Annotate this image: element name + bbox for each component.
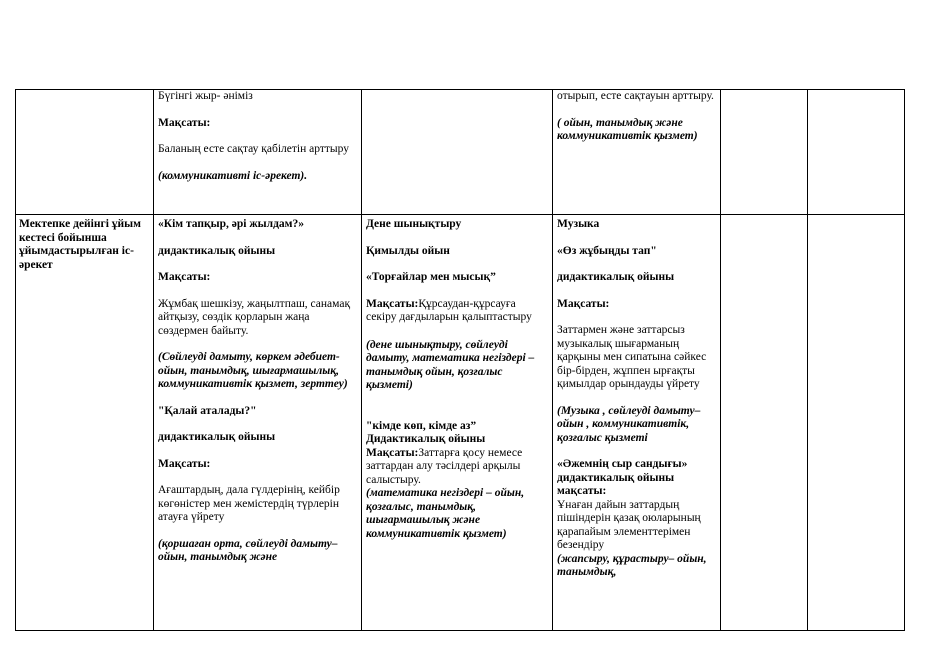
goal-text: Баланың есте сақтау қабілетін арттыру — [158, 143, 349, 155]
game2-goal-text: Ағаштардың, дала гүлдерінің, кейбір көгөністер мен жемістердің түрлерін атауға үйрету — [158, 484, 340, 523]
song-line: Бүгінгі жыр- әніміз — [158, 90, 253, 102]
row2-col2-cell — [158, 218, 358, 629]
col-divider — [552, 89, 553, 631]
game2-type: дидактикалық ойыны — [158, 431, 276, 443]
game2-goal-label: мақсаты: — [557, 485, 607, 497]
game1-type: дидактикалық ойыны — [557, 271, 675, 283]
goal-label: Мақсаты: — [158, 116, 211, 129]
game2-title: "кімде көп, кімде аз” — [366, 419, 477, 432]
col-divider — [807, 89, 808, 631]
col-divider — [153, 89, 154, 631]
game2-goal-text: Заттарға қосу немесе заттардан алу тәсілдері арқылы салыстыру. — [366, 446, 523, 486]
game1-goal-label: Мақсаты: — [557, 297, 610, 310]
col-divider — [720, 89, 721, 631]
game1-title: «Торғайлар мен мысық” — [366, 271, 496, 283]
row1-col4-cell — [557, 90, 717, 212]
game2-goal-label: Мақсаты: — [366, 446, 419, 459]
game1-goal-text: Жұмбақ шешкізу, жаңылтпаш, санамақ айтқызу, сөздік қорларын жаңа сөздермен байыту. — [158, 297, 351, 337]
table-border-bottom — [15, 630, 905, 631]
game1-goal-text: Заттармен және заттарсыз музыкалық шығарманың қарқыны мен сипатына сәйкес бір-бірден, жұппен ырғақты қимылдар орындауды үйрету — [557, 324, 707, 390]
continued-text: отырып, есте сақтауын арттыру. — [557, 90, 714, 102]
subject-title: Музыка — [557, 218, 600, 230]
game2-activity: (қоршаған орта, сөйлеуді дамыту– ойын, танымдық және — [158, 537, 338, 563]
schedule-table — [15, 89, 905, 631]
game1-activity: (дене шынықтыру, сөйлеуді дамыту, математика негіздері – танымдық ойын, қозғалыс қызметі) — [366, 338, 535, 391]
game1-title: «Кім тапқыр, әрі жылдам?» — [158, 218, 304, 230]
activity-note: (коммуникативті іс-әрекет). — [158, 169, 308, 182]
row2-col3-cell — [366, 218, 549, 629]
game-kind: Қимылды ойын — [366, 244, 450, 257]
col-divider — [904, 89, 905, 631]
col-divider — [15, 89, 16, 631]
game2-type: дидактикалық ойыны — [557, 471, 675, 484]
game2-type: Дидактикалық ойыны — [366, 433, 486, 445]
game1-title: «Өз жұбыңды тап" — [557, 244, 657, 257]
game2-goal-text: Ұнаған дайын заттардың пішіндерін қазақ оюларының қарапайым элементтерімен безендіру — [557, 498, 701, 551]
game1-activity: (Музыка , сөйлеуді дамыту– ойын , коммуникативтік, қозғалыс қызметі — [557, 404, 701, 444]
game1-goal-label: Мақсаты: — [366, 297, 419, 310]
table-border-top — [15, 89, 905, 90]
game2-title: «Әжемнің сыр сандығы» — [557, 458, 688, 470]
game1-goal-text: Құрсаудан-құрсауға секіру дағдыларын қалыптастыру — [366, 297, 532, 323]
game2-activity: (жапсыру, құрастыру– ойын, танымдық, — [557, 552, 707, 578]
subject-title: Дене шынықтыру — [366, 218, 462, 230]
row2-label-cell — [19, 218, 149, 628]
row2-col4-cell — [557, 218, 717, 629]
game2-title: "Қалай аталады?" — [158, 404, 257, 417]
game2-activity: (математика негіздері – ойын, қозғалыс, танымдық, шығармашылық және коммуникативтік қызмет) — [366, 487, 525, 540]
game2-goal-label: Мақсаты: — [158, 457, 211, 470]
game1-goal — [366, 298, 549, 325]
row-label: Мектепке дейінгі ұйым кестесі бойынша ұйымдастырылған іс-әрекет — [19, 218, 141, 271]
game2-goal — [366, 447, 549, 488]
game1-type: дидактикалық ойыны — [158, 244, 276, 257]
activity-note: ( ойын, танымдық және коммуникативтік қызмет) — [557, 116, 698, 142]
col-divider — [361, 89, 362, 631]
row-divider — [15, 214, 905, 215]
row1-col2-cell — [158, 90, 358, 212]
game1-goal-label: Мақсаты: — [158, 271, 211, 283]
game1-activity: (Сөйлеуді дамыту, көркем әдебиет- ойын, танымдық, шығармашылық, коммуникативтік қызмет, зерттеу) — [158, 351, 348, 390]
